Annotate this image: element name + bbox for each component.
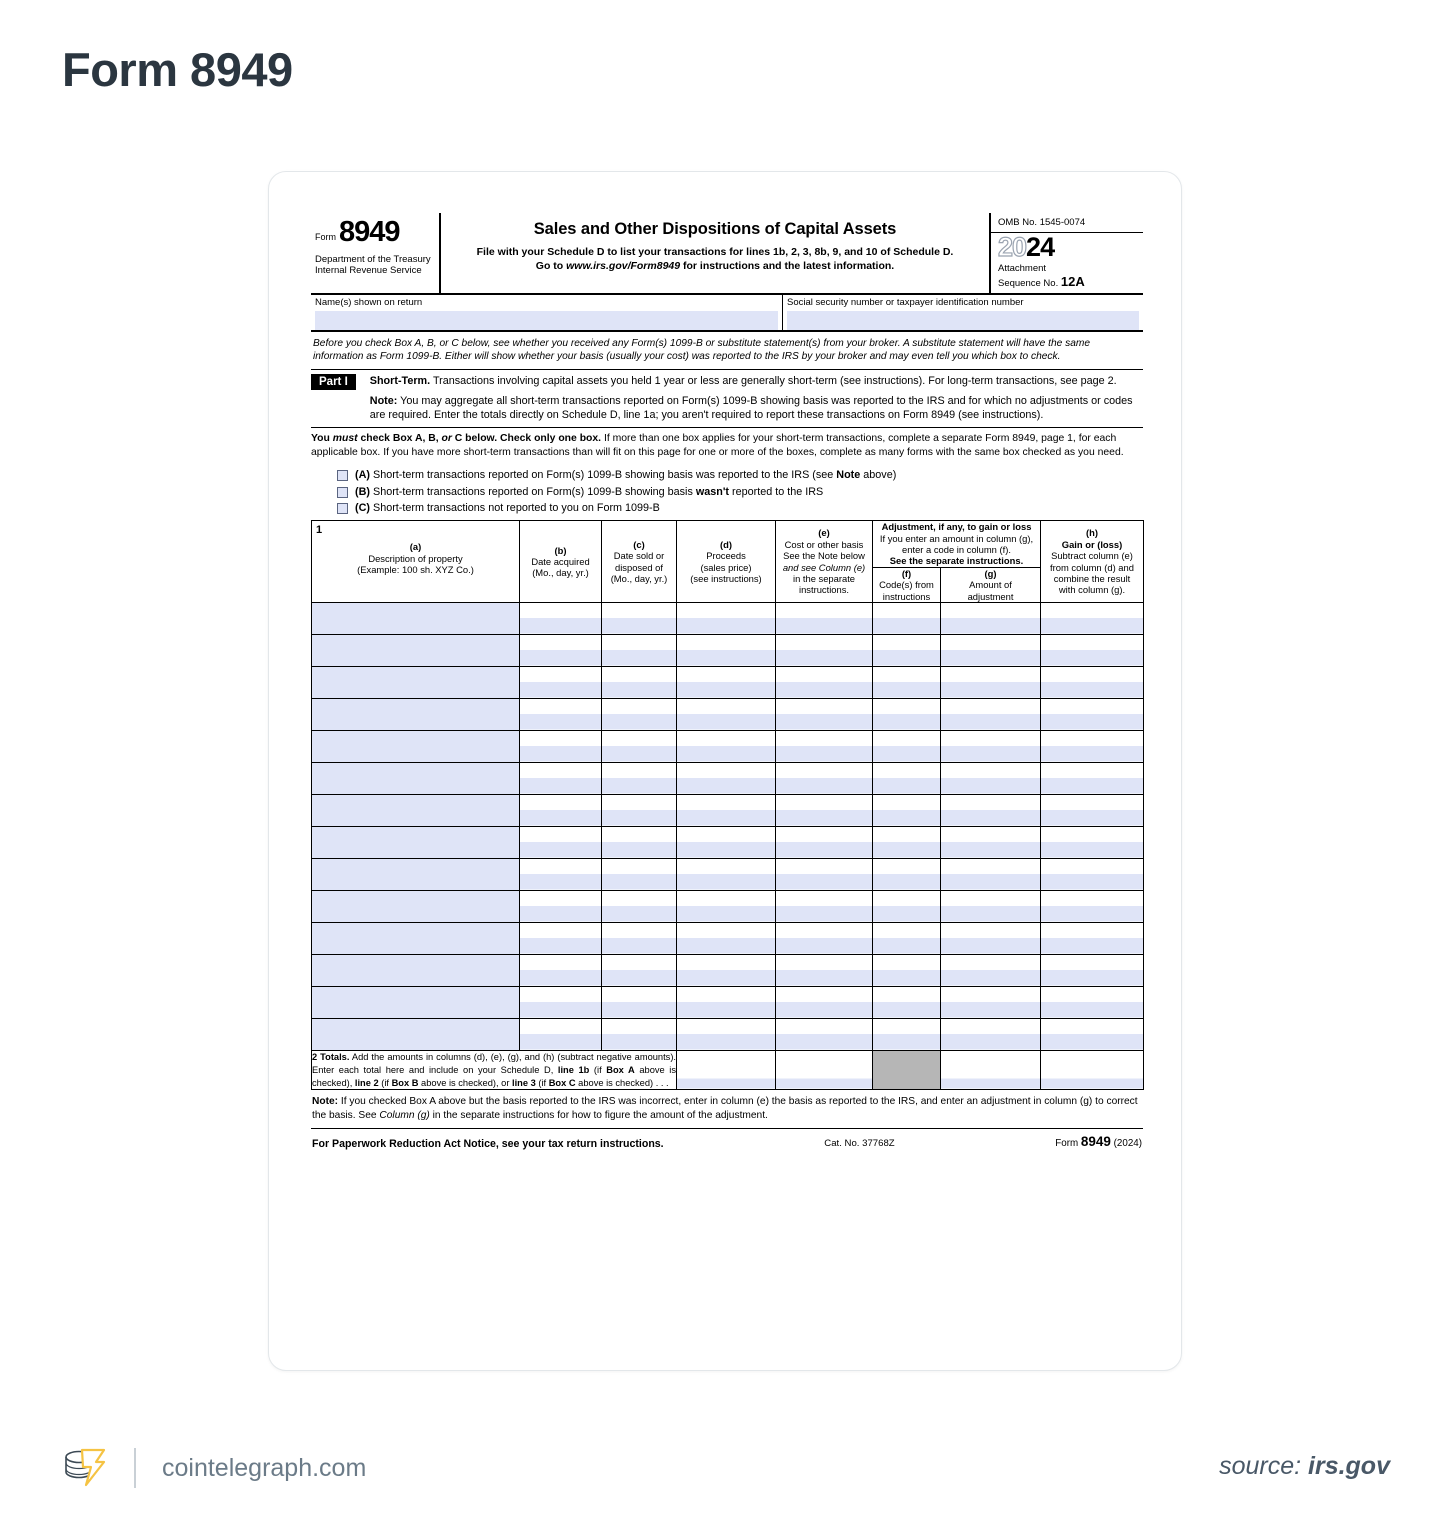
checkbox-c-label	[355, 502, 660, 515]
table-body	[312, 602, 1144, 1050]
goto-suffix: for instructions and the latest information.	[680, 260, 895, 273]
attachment-label-2: Sequence No.	[998, 278, 1059, 290]
checkbox-row-a[interactable]	[337, 469, 1143, 482]
cell-c[interactable]	[602, 954, 677, 986]
cell-b[interactable]	[520, 794, 602, 826]
cell-c[interactable]	[602, 826, 677, 858]
name-input[interactable]	[315, 311, 778, 330]
table-row	[312, 1018, 1144, 1050]
totals-text-2: (if	[589, 1064, 607, 1075]
source-value: irs.gov	[1308, 1452, 1390, 1480]
cell-h[interactable]	[1041, 666, 1144, 698]
cell-h[interactable]	[1041, 826, 1144, 858]
cell-a[interactable]	[312, 986, 520, 1018]
totals-text-1: Add the amounts in columns (d), (e), (g), and (h) (subtract negative amounts). Enter each total here and include on your Schedule D,	[312, 1051, 676, 1075]
irs-url[interactable]: www.irs.gov/Form8949	[566, 260, 681, 273]
cell-f[interactable]	[873, 986, 941, 1018]
cell-b[interactable]	[520, 890, 602, 922]
col-e-line1: Cost or other basis	[784, 538, 864, 550]
cell-h[interactable]	[1041, 986, 1144, 1018]
col-f-letter: (f)	[901, 567, 912, 579]
branding-bar	[62, 1447, 366, 1489]
cell-e[interactable]	[776, 954, 873, 986]
cell-e[interactable]	[776, 666, 873, 698]
cell-h[interactable]	[1041, 698, 1144, 730]
cell-d[interactable]	[677, 666, 776, 698]
cell-e[interactable]	[776, 730, 873, 762]
cell-b[interactable]	[520, 666, 602, 698]
tax-year-prefix: 20	[998, 231, 1027, 262]
cell-c[interactable]	[602, 986, 677, 1018]
taxpayer-identity-row	[311, 295, 1143, 332]
cell-h[interactable]	[1041, 890, 1144, 922]
table-header	[312, 521, 1144, 603]
cell-e[interactable]	[776, 826, 873, 858]
cell-h[interactable]	[1041, 762, 1144, 794]
cell-d[interactable]	[677, 730, 776, 762]
adjustment-line-3: enter a code in column (f).	[902, 544, 1011, 556]
totals-b2: Box A	[606, 1064, 635, 1075]
cell-f[interactable]	[873, 634, 941, 666]
branding-divider	[134, 1448, 136, 1488]
cell-c[interactable]	[602, 602, 677, 634]
part-1-body	[370, 374, 1143, 423]
cell-e[interactable]	[776, 986, 873, 1018]
totals-b4: Box B	[391, 1077, 419, 1088]
cell-g[interactable]	[941, 1018, 1041, 1050]
col-e-line3: and see Column (e)	[782, 561, 866, 573]
cell-b[interactable]	[520, 602, 602, 634]
form-card	[268, 171, 1182, 1371]
name-label: Name(s) shown on return	[315, 296, 423, 308]
cell-f[interactable]	[873, 730, 941, 762]
cell-e[interactable]	[776, 1018, 873, 1050]
column-header-a	[312, 521, 520, 603]
masthead-title-block	[441, 213, 991, 293]
cell-a[interactable]	[312, 634, 520, 666]
cell-g[interactable]	[941, 986, 1041, 1018]
checkbox-b-text-1: Short-term transactions reported on Form(s) 1099-B showing basis	[370, 485, 696, 498]
cell-d[interactable]	[677, 986, 776, 1018]
cell-a[interactable]	[312, 698, 520, 730]
issuing-agency	[315, 254, 435, 277]
cell-f[interactable]	[873, 954, 941, 986]
checkbox-a-bold-mid: Note	[836, 469, 861, 482]
cell-g[interactable]	[941, 890, 1041, 922]
goto-prefix: Go to	[535, 260, 567, 273]
table-row	[312, 890, 1144, 922]
cell-g[interactable]	[941, 634, 1041, 666]
table-row	[312, 986, 1144, 1018]
cell-g[interactable]	[941, 666, 1041, 698]
end-note-text-1: If you checked Box A above but the basis reported to the IRS was incorrect, enter in column (e) the basis as reported to the IRS, and enter an adjustment in column (g) to correct the basis. See	[312, 1096, 1138, 1122]
cell-d[interactable]	[677, 698, 776, 730]
part-1-tag: Part I	[311, 374, 356, 390]
form-subtitle-line-1: File with your Schedule D to list your transactions for lines 1b, 2, 3, 8b, 9, and 10 of Schedule D.	[476, 246, 954, 259]
end-note-italic: Column (g)	[379, 1110, 430, 1122]
source-attribution	[1219, 1452, 1390, 1481]
cell-e[interactable]	[776, 634, 873, 666]
cell-c[interactable]	[602, 922, 677, 954]
totals-input-d[interactable]	[677, 1050, 776, 1089]
col-h-line3: from column (d) and	[1050, 561, 1134, 573]
line-number-1: 1	[316, 524, 323, 537]
col-f-line1: Code(s) from	[879, 579, 934, 591]
attachment-sequence-number: 12A	[1060, 274, 1085, 290]
source-label: source:	[1219, 1452, 1309, 1480]
adjustment-line-2: If you enter an amount in column (g),	[879, 532, 1034, 544]
agency-line-2: Internal Revenue Service	[315, 264, 422, 276]
totals-text-5: above is checked), or	[418, 1077, 513, 1088]
col-d-line3: (see instructions)	[690, 572, 762, 584]
cell-f[interactable]	[873, 794, 941, 826]
short-term-heading-rest: Transactions involving capital assets you held 1 year or less are generally short-term (see instructions). For long-term transactions, see page 2.	[430, 374, 1117, 387]
must-check-i2: or	[441, 432, 452, 444]
cell-c[interactable]	[602, 858, 677, 890]
adjustment-title: Adjustment, if any, to gain or loss	[881, 521, 1032, 533]
col-b-line1: Date acquired	[531, 555, 590, 567]
column-header-g	[941, 567, 1041, 602]
cell-g[interactable]	[941, 922, 1041, 954]
column-header-c	[602, 521, 677, 603]
cell-c[interactable]	[602, 666, 677, 698]
totals-text-4: (if	[378, 1077, 392, 1088]
cell-f[interactable]	[873, 826, 941, 858]
must-check-b2: check Box A, B,	[357, 432, 442, 444]
form-word-label: Form	[315, 232, 336, 243]
cell-a[interactable]	[312, 666, 520, 698]
totals-label-bold: Totals.	[320, 1051, 350, 1062]
must-check-instructions	[311, 428, 1143, 462]
cell-a[interactable]	[312, 890, 520, 922]
col-h-line1: Gain or (loss)	[1061, 538, 1123, 550]
totals-row	[312, 1050, 1144, 1089]
col-e-line2: See the Note below	[783, 550, 865, 562]
col-a-line1: Description of property	[368, 552, 463, 564]
totals-input-g[interactable]	[941, 1050, 1041, 1089]
cell-h[interactable]	[1041, 602, 1144, 634]
totals-input-h[interactable]	[1041, 1050, 1144, 1089]
cell-a[interactable]	[312, 858, 520, 890]
checkbox-c-text-1: Short-term transactions not reported to you on Form 1099-B	[370, 501, 660, 514]
ssn-input[interactable]	[787, 311, 1139, 330]
col-f-line2: instructions	[882, 590, 931, 602]
cell-e[interactable]	[776, 762, 873, 794]
totals-text-3: above is checked),	[312, 1064, 676, 1088]
cointelegraph-logo-icon	[62, 1447, 108, 1489]
part-1-note-text: You may aggregate all short-term transactions reported on Form(s) 1099-B showing basis was reported to the IRS and for which no adjustments or codes are required. Enter the totals directly on Schedule D, line 1a; you aren't required to report these transactions on Form 8949 (see instructions).	[369, 394, 1133, 422]
table-row	[312, 922, 1144, 954]
cell-d[interactable]	[677, 634, 776, 666]
form-8949-document	[311, 213, 1143, 1151]
cell-b[interactable]	[520, 762, 602, 794]
table-row	[312, 602, 1144, 634]
cell-g[interactable]	[941, 794, 1041, 826]
part-1-paragraph-2	[370, 394, 1143, 423]
col-g-line1: Amount of	[969, 579, 1012, 591]
cell-d[interactable]	[677, 762, 776, 794]
checkbox-a-label	[355, 469, 896, 482]
col-d-line2: (sales price)	[700, 561, 752, 573]
checkbox-b-label	[355, 486, 823, 499]
checkbox-a-icon[interactable]	[337, 470, 348, 481]
col-h-letter: (h)	[1086, 527, 1098, 539]
col-d-letter: (d)	[720, 538, 732, 550]
cell-b[interactable]	[520, 922, 602, 954]
must-check-b3: C below. Check only one box.	[451, 432, 602, 444]
short-term-heading: Short-Term.	[369, 374, 431, 387]
cell-d[interactable]	[677, 826, 776, 858]
tax-year-suffix: 24	[1026, 231, 1055, 262]
cell-b[interactable]	[520, 1018, 602, 1050]
adjustment-group-header	[873, 521, 1041, 568]
col-h-line4: combine the result	[1053, 572, 1131, 584]
totals-text-6: (if	[535, 1077, 549, 1088]
ssn-label: Social security number or taxpayer identification number	[787, 296, 1024, 308]
col-b-letter: (b)	[554, 544, 567, 556]
agency-line-1: Department of the Treasury	[315, 253, 431, 265]
cell-c[interactable]	[602, 890, 677, 922]
box-checklist	[311, 469, 1143, 515]
checkbox-c-icon[interactable]	[337, 503, 348, 514]
col-e-line4: in the separate	[792, 572, 856, 584]
cell-b[interactable]	[520, 954, 602, 986]
must-check-i1: must	[332, 432, 358, 444]
totals-b1: line 1b	[557, 1064, 590, 1075]
checkbox-a-text-2: above)	[860, 469, 897, 482]
checkbox-b-letter: (B)	[355, 485, 370, 498]
checkbox-a-text-1: Short-term transactions reported on Form(s) 1099-B showing basis was reported to the IRS (see	[370, 469, 837, 482]
cell-h[interactable]	[1041, 730, 1144, 762]
table-footer	[312, 1050, 1144, 1089]
adjustment-line-4: See the separate instructions.	[889, 555, 1024, 567]
cell-f[interactable]	[873, 666, 941, 698]
name-field-group	[311, 295, 783, 330]
col-c-line3: (Mo., day, yr.)	[610, 572, 668, 584]
cell-a[interactable]	[312, 794, 520, 826]
cell-b[interactable]	[520, 634, 602, 666]
cell-c[interactable]	[602, 762, 677, 794]
cell-b[interactable]	[520, 858, 602, 890]
tax-year	[991, 233, 1143, 263]
totals-b5: line 3	[512, 1077, 536, 1088]
cell-f[interactable]	[873, 858, 941, 890]
col-a-line2: (Example: 100 sh. XYZ Co.)	[357, 564, 474, 576]
cell-e[interactable]	[776, 890, 873, 922]
totals-text-7: above is checked) . . .	[575, 1077, 669, 1088]
totals-b3: line 2	[354, 1077, 379, 1088]
form-masthead	[311, 213, 1143, 295]
table-row	[312, 826, 1144, 858]
cell-h[interactable]	[1041, 1018, 1144, 1050]
column-header-f	[873, 567, 941, 602]
totals-number: 2	[312, 1051, 318, 1062]
cell-g[interactable]	[941, 858, 1041, 890]
cell-a[interactable]	[312, 602, 520, 634]
must-check-rest: If more than one box applies for your short-term transactions, complete a separate Form 8949, page 1, for each applicable box. If you have more short-term transactions than will fit on this page for one or more of the boxes, complete as many forms with the same box checked as you need.	[311, 432, 1124, 459]
table-row	[312, 794, 1144, 826]
masthead-omb-block	[991, 213, 1143, 293]
cell-c[interactable]	[602, 698, 677, 730]
column-header-e	[776, 521, 873, 603]
cell-a[interactable]	[312, 762, 520, 794]
form-footer	[311, 1129, 1143, 1151]
part-1-section	[311, 370, 1143, 428]
cell-e[interactable]	[776, 698, 873, 730]
cell-c[interactable]	[602, 794, 677, 826]
checkbox-row-c[interactable]	[337, 502, 1143, 515]
omb-number: OMB No. 1545-0074	[991, 213, 1143, 233]
cell-e[interactable]	[776, 602, 873, 634]
column-header-d	[677, 521, 776, 603]
catalog-number: Cat. No. 37768Z	[824, 1137, 895, 1149]
column-header-b	[520, 521, 602, 603]
col-c-line1: Date sold or	[613, 550, 665, 562]
cell-d[interactable]	[677, 922, 776, 954]
table-row	[312, 730, 1144, 762]
table-row	[312, 858, 1144, 890]
cell-g[interactable]	[941, 730, 1041, 762]
checkbox-row-b[interactable]	[337, 486, 1143, 499]
cell-c[interactable]	[602, 634, 677, 666]
form-title: Sales and Other Dispositions of Capital Assets	[533, 220, 897, 238]
cell-d[interactable]	[677, 890, 776, 922]
table-row	[312, 666, 1144, 698]
col-d-line1: Proceeds	[706, 550, 746, 562]
cell-e[interactable]	[776, 858, 873, 890]
cell-d[interactable]	[677, 794, 776, 826]
cell-g[interactable]	[941, 954, 1041, 986]
cell-c[interactable]	[602, 1018, 677, 1050]
column-header-h	[1041, 521, 1144, 603]
cell-c[interactable]	[602, 730, 677, 762]
col-c-line2: disposed of	[615, 561, 663, 573]
cell-h[interactable]	[1041, 794, 1144, 826]
footer-form-id	[1055, 1134, 1142, 1151]
footer-form-year: (2024)	[1113, 1137, 1142, 1149]
col-e-letter: (e)	[818, 527, 830, 539]
cell-d[interactable]	[677, 954, 776, 986]
cell-e[interactable]	[776, 794, 873, 826]
col-h-line5: with column (g).	[1058, 584, 1126, 596]
col-a-letter: (a)	[409, 541, 422, 553]
cell-f[interactable]	[873, 602, 941, 634]
cell-b[interactable]	[520, 730, 602, 762]
col-b-line2: (Mo., day, yr.)	[532, 567, 589, 579]
checkbox-b-icon[interactable]	[337, 487, 348, 498]
ssn-field-group	[783, 295, 1143, 330]
cell-f[interactable]	[873, 1018, 941, 1050]
cell-f[interactable]	[873, 762, 941, 794]
footer-form-word: Form	[1055, 1137, 1079, 1149]
masthead-form-identity	[311, 213, 441, 293]
transactions-table	[311, 520, 1144, 1090]
footer-form-number: 8949	[1080, 1133, 1111, 1149]
basis-correction-note	[311, 1090, 1143, 1129]
end-note-text-2: in the separate instructions for how to figure the amount of the adjustment.	[429, 1110, 768, 1122]
paperwork-notice: For Paperwork Reduction Act Notice, see your tax return instructions.	[312, 1137, 664, 1150]
col-c-letter: (c)	[633, 538, 645, 550]
cell-h[interactable]	[1041, 634, 1144, 666]
cell-h[interactable]	[1041, 858, 1144, 890]
attachment-label-1: Attachment	[998, 262, 1047, 274]
cell-a[interactable]	[312, 922, 520, 954]
site-name: cointelegraph.com	[162, 1453, 367, 1482]
cell-h[interactable]	[1041, 922, 1144, 954]
col-g-letter: (g)	[984, 567, 997, 579]
totals-b6: Box C	[548, 1077, 576, 1088]
cell-a[interactable]	[312, 730, 520, 762]
cell-g[interactable]	[941, 698, 1041, 730]
cell-h[interactable]	[1041, 954, 1144, 986]
cell-f[interactable]	[873, 890, 941, 922]
part-1-paragraph-1	[370, 374, 1143, 389]
cell-f[interactable]	[873, 698, 941, 730]
end-note-label: Note:	[312, 1096, 339, 1108]
cell-f[interactable]	[873, 922, 941, 954]
cell-d[interactable]	[677, 858, 776, 890]
totals-blocked-f	[873, 1050, 941, 1089]
cell-b[interactable]	[520, 826, 602, 858]
table-row	[312, 698, 1144, 730]
cell-d[interactable]	[677, 602, 776, 634]
cell-b[interactable]	[520, 698, 602, 730]
form-number: 8949	[339, 216, 400, 248]
table-row	[312, 634, 1144, 666]
cell-b[interactable]	[520, 986, 602, 1018]
form-subtitle	[445, 246, 985, 273]
part-1-note-label: Note:	[369, 394, 398, 407]
col-e-line5: instructions.	[798, 584, 850, 596]
attachment-sequence	[991, 263, 1143, 293]
before-you-check-notice: Before you check Box A, B, or C below, see whether you received any Form(s) 1099-B or substitute statement(s) from your broker. A substitute statement will have the same information as Form 1099-B. Either will show whether your basis (usually your cost) was reported to the IRS by your broker and may even tell you which box to check.	[311, 332, 1143, 370]
checkbox-b-text-2: reported to the IRS	[729, 485, 824, 498]
col-g-line2: adjustment	[967, 590, 1014, 602]
cell-d[interactable]	[677, 1018, 776, 1050]
table-row	[312, 954, 1144, 986]
totals-input-e[interactable]	[776, 1050, 873, 1089]
cell-g[interactable]	[941, 762, 1041, 794]
checkbox-c-letter: (C)	[355, 501, 370, 514]
must-check-b1: You	[311, 432, 333, 444]
cell-a[interactable]	[312, 1018, 520, 1050]
cell-a[interactable]	[312, 954, 520, 986]
page-title: Form 8949	[62, 43, 293, 96]
form-subtitle-line-2	[445, 260, 985, 274]
totals-instruction-cell	[312, 1050, 677, 1089]
cell-e[interactable]	[776, 922, 873, 954]
cell-g[interactable]	[941, 826, 1041, 858]
col-h-line2: Subtract column (e)	[1051, 550, 1133, 562]
cell-a[interactable]	[312, 826, 520, 858]
checkbox-b-bold-mid: wasn't	[695, 485, 730, 498]
table-row	[312, 762, 1144, 794]
cell-g[interactable]	[941, 602, 1041, 634]
checkbox-a-letter: (A)	[355, 469, 370, 482]
